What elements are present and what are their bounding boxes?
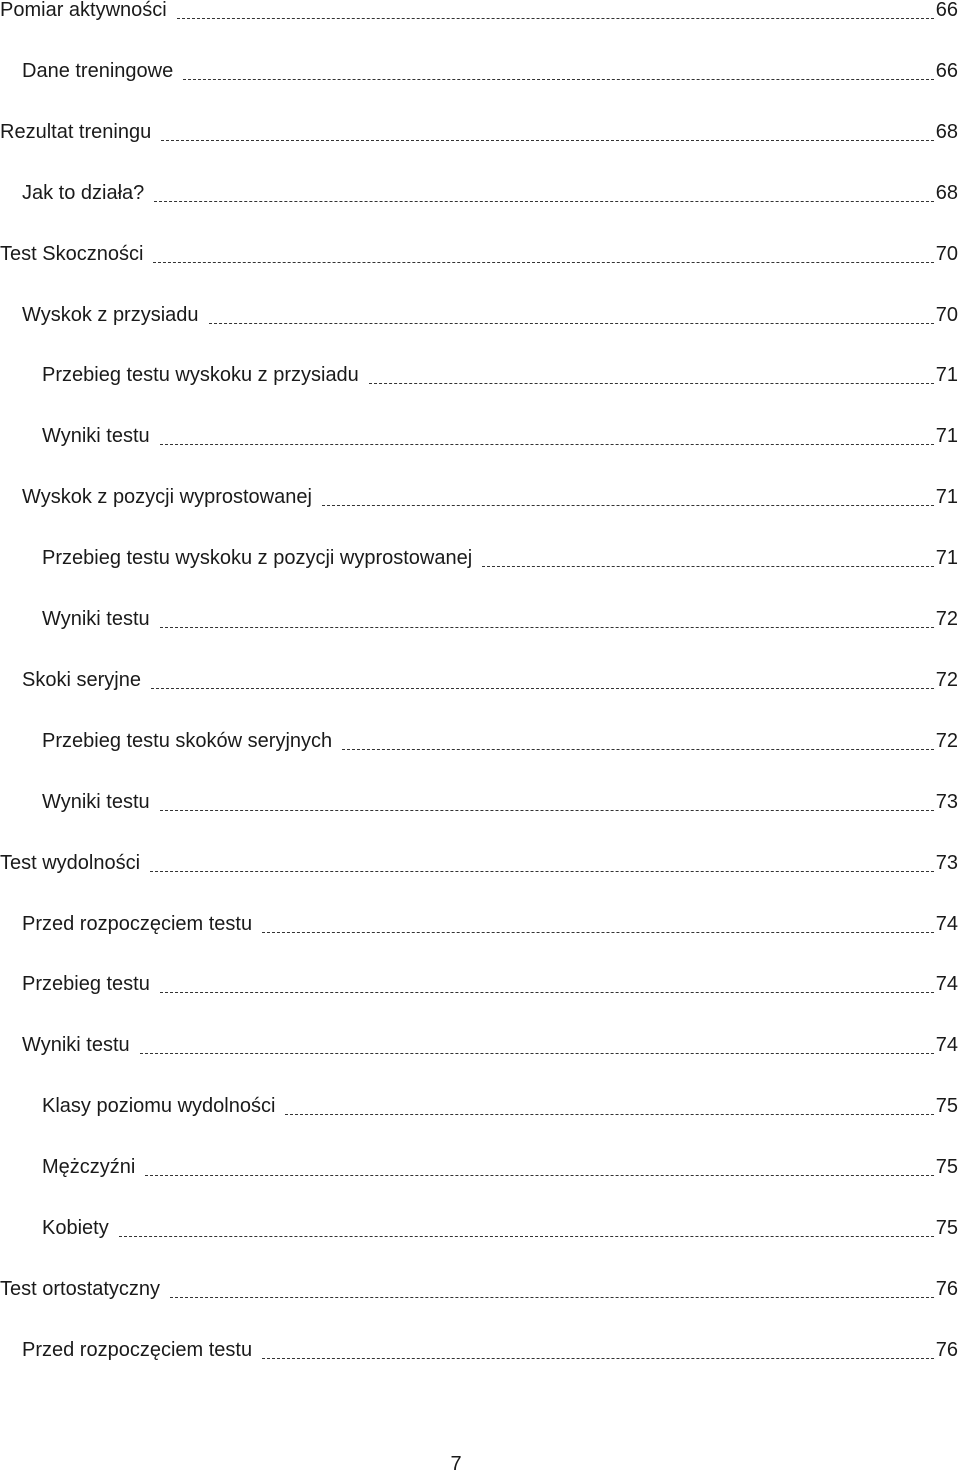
- toc-entry-page: 74: [935, 973, 958, 996]
- toc-entry[interactable]: [0, 1271, 958, 1301]
- toc-dot-leader: [177, 18, 934, 19]
- toc-entry-page: 75: [935, 1217, 958, 1239]
- toc-dot-leader: [170, 1297, 934, 1298]
- toc-entry[interactable]: [0, 1149, 958, 1179]
- toc-entry-title: Pomiar aktywności: [0, 0, 167, 21]
- toc-entry-title: Jak to działa?: [22, 181, 145, 204]
- toc-entry-page: 73: [935, 790, 958, 813]
- toc-entry-title: Test ortostatyczny: [0, 1277, 161, 1300]
- toc-entry[interactable]: [0, 845, 958, 875]
- toc-entry-page: 74: [935, 912, 958, 935]
- toc-entry-page: 66: [935, 59, 958, 82]
- toc-entry[interactable]: [0, 1088, 958, 1118]
- toc-entry-title: Wyniki testu: [22, 1034, 130, 1057]
- toc-entry-title: Klasy poziomu wydolności: [42, 1095, 276, 1118]
- toc-dot-leader: [262, 1358, 934, 1359]
- toc-dot-leader: [285, 1114, 933, 1115]
- toc-entry-page: 68: [935, 181, 958, 204]
- page-number: 7: [450, 1453, 462, 1475]
- toc-dot-leader: [342, 749, 934, 750]
- toc-dot-leader: [140, 1053, 934, 1054]
- toc-entry[interactable]: [0, 662, 958, 692]
- toc-entry-page: 71: [935, 425, 958, 448]
- toc-entry[interactable]: [0, 784, 958, 814]
- toc-dot-leader: [482, 566, 934, 567]
- toc-dot-leader: [160, 444, 934, 445]
- toc-entry-page: 70: [935, 242, 958, 265]
- toc-dot-leader: [322, 505, 934, 506]
- toc-entry[interactable]: [0, 297, 958, 327]
- toc-entry-title: Wyniki testu: [42, 425, 150, 448]
- toc-dot-leader: [150, 871, 934, 872]
- toc-entry-page: 73: [935, 851, 958, 874]
- toc-entry-title: Mężczyźni: [42, 1156, 136, 1179]
- toc-entry-page: 66: [935, 0, 958, 21]
- toc-entry-page: 75: [935, 1095, 958, 1118]
- toc-entry[interactable]: [0, 0, 958, 22]
- toc-entry-page: 71: [935, 486, 958, 509]
- toc-entry-title: Test wydolności: [0, 851, 141, 874]
- toc-entry-title: Przebieg testu wyskoku z pozycji wyprostowanej: [42, 547, 473, 570]
- toc-entry-page: 68: [935, 120, 958, 143]
- toc-dot-leader: [183, 79, 934, 80]
- toc-entry[interactable]: [0, 601, 958, 631]
- toc-entry[interactable]: [0, 1027, 958, 1057]
- toc-entry-page: 76: [935, 1277, 958, 1300]
- toc-entry-title: Przebieg testu skoków seryjnych: [42, 729, 333, 752]
- toc-entry[interactable]: [0, 1210, 958, 1240]
- toc-entry[interactable]: [0, 966, 958, 996]
- toc-entry[interactable]: [0, 418, 958, 448]
- toc-dot-leader: [161, 140, 934, 141]
- toc-entry-title: Test Skoczności: [0, 242, 144, 265]
- toc-entry-page: 76: [935, 1338, 958, 1361]
- toc-entry-page: 72: [935, 668, 958, 691]
- toc-dot-leader: [369, 383, 934, 384]
- toc-entry[interactable]: [0, 906, 958, 936]
- toc-dot-leader: [160, 810, 934, 811]
- toc-dot-leader: [151, 688, 934, 689]
- toc-entry-title: Przed rozpoczęciem testu: [22, 1338, 253, 1361]
- toc-entry-page: 72: [935, 608, 958, 630]
- toc-entry[interactable]: [0, 53, 958, 83]
- toc-dot-leader: [119, 1236, 934, 1237]
- toc-entry-title: Rezultat treningu: [0, 120, 152, 143]
- toc-entry[interactable]: [0, 479, 958, 509]
- toc-dot-leader: [145, 1175, 933, 1176]
- toc-entry-title: Wyniki testu: [42, 608, 150, 630]
- toc-entry-page: 74: [935, 1034, 958, 1057]
- toc-entry-title: Przebieg testu: [22, 973, 150, 996]
- toc-entry-page: 71: [935, 364, 958, 387]
- toc-entry[interactable]: [0, 357, 958, 387]
- toc-entry[interactable]: [0, 723, 958, 753]
- toc-entry-page: 72: [935, 729, 958, 752]
- toc-entry-page: 70: [935, 303, 958, 326]
- toc-entry-title: Wyskok z przysiadu: [22, 303, 199, 326]
- toc-entry[interactable]: [0, 114, 958, 144]
- toc-entry-title: Przed rozpoczęciem testu: [22, 912, 253, 935]
- toc-entry-title: Kobiety: [42, 1217, 109, 1239]
- toc-dot-leader: [160, 627, 934, 628]
- toc-dot-leader: [160, 992, 934, 993]
- toc-dot-leader: [153, 262, 933, 263]
- toc-dot-leader: [154, 201, 933, 202]
- toc-dot-leader: [262, 932, 934, 933]
- toc-entry-page: 71: [935, 547, 958, 570]
- toc-dot-leader: [209, 323, 934, 324]
- toc-entry-title: Wyniki testu: [42, 790, 150, 813]
- toc-entry-title: Wyskok z pozycji wyprostowanej: [22, 486, 312, 509]
- toc-entry-title: Skoki seryjne: [22, 668, 141, 691]
- toc-entry[interactable]: [0, 1332, 958, 1362]
- toc-entry[interactable]: [0, 540, 958, 570]
- toc-entry-title: Przebieg testu wyskoku z przysiadu: [42, 364, 359, 387]
- toc-entry[interactable]: [0, 175, 958, 205]
- toc-entry-title: Dane treningowe: [22, 59, 174, 82]
- toc-entry[interactable]: [0, 236, 958, 266]
- toc-entry-page: 75: [935, 1156, 958, 1179]
